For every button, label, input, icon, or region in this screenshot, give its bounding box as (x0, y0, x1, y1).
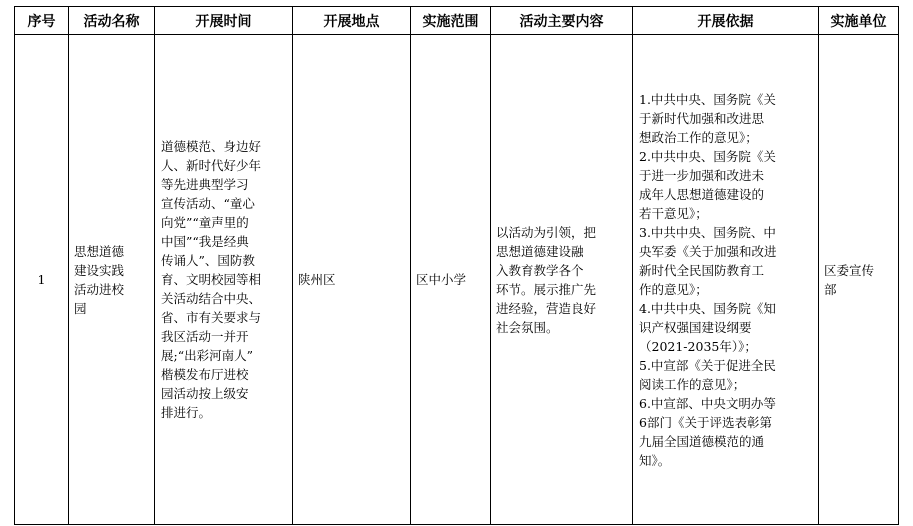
cell-line: 部 (824, 281, 837, 297)
cell-scope (411, 35, 491, 525)
cell-line: 央军委《关于加强和改进 (639, 243, 777, 259)
cell-line: 区中小学 (416, 272, 467, 287)
cell-line: 6部门《关于评选表彰第 (639, 414, 772, 430)
activity-table-frame (14, 6, 899, 525)
cell-line: 活动进校 (74, 281, 125, 297)
header-basis: 开展依据 (633, 7, 819, 35)
cell-line: 3.中共中央、国务院、中 (639, 224, 776, 240)
cell-line: 作的意见》； (639, 281, 708, 297)
cell-line: 入教育教学各个 (496, 262, 584, 278)
cell-serial: 1 (15, 35, 69, 525)
cell-line: 育、文明校园等相 (161, 272, 262, 287)
cell-line: 社会氛围。 (496, 319, 559, 335)
cell-basis (633, 35, 819, 525)
cell-line: 想政治工作的意见》； (639, 129, 758, 145)
cell-content (491, 35, 633, 525)
activity-table (14, 6, 899, 525)
cell-line: 道德模范、身边好 (161, 139, 262, 154)
header-scope: 实施范围 (411, 7, 491, 35)
table-row (15, 35, 899, 525)
cell-line: 陕州区 (298, 272, 336, 287)
cell-line: 4.中共中央、国务院《知 (639, 300, 776, 316)
header-place: 开展地点 (293, 7, 411, 35)
cell-line: 排进行。 (161, 405, 212, 420)
cell-line: 人、新时代好少年 (161, 158, 262, 173)
cell-line: 进经验，营造良好 (496, 300, 597, 316)
cell-line: 5.中宣部《关于促进全民 (639, 357, 776, 373)
cell-place (293, 35, 411, 525)
cell-line: 展;“出彩河南人” (161, 348, 253, 363)
cell-line: 楷模发布厅进校 (161, 367, 249, 382)
cell-time (155, 35, 293, 525)
cell-line: 1.中共中央、国务院《关 (639, 91, 776, 107)
cell-line: 省、市有关要求与 (161, 310, 262, 325)
cell-line: 九届全国道德模范的通 (639, 433, 765, 449)
cell-line: 传诵人”、国防教 (161, 253, 255, 268)
header-time: 开展时间 (155, 7, 293, 35)
cell-line: 于进一步加强和改进未 (639, 167, 765, 183)
cell-line: 思想道德 (74, 243, 125, 259)
cell-line: 阅读工作的意见》； (639, 376, 746, 392)
cell-line: 以活动为引领，把 (496, 224, 597, 240)
cell-line: 向党”“童声里的 (161, 215, 249, 230)
cell-line: 2.中共中央、国务院《关 (639, 148, 776, 164)
header-activity-name: 活动名称 (69, 7, 155, 35)
cell-line: 于新时代加强和改进思 (639, 110, 765, 126)
cell-line: 新时代全民国防教育工 (639, 262, 765, 278)
cell-line: 园 (74, 300, 87, 316)
cell-line: 宣传活动、“童心 (161, 196, 255, 211)
cell-line: 环节。展示推广先 (496, 281, 597, 297)
cell-line: 6.中宣部、中央文明办等 (639, 395, 776, 411)
header-unit: 实施单位 (819, 7, 899, 35)
cell-line: 中国”“我是经典 (161, 234, 249, 249)
header-serial: 序号 (15, 7, 69, 35)
cell-line: 区委宣传 (824, 262, 875, 278)
cell-line: 思想道德建设融 (496, 243, 584, 259)
cell-line: 建设实践 (74, 262, 125, 278)
header-content: 活动主要内容 (491, 7, 633, 35)
cell-line: 识产权强国建设纲要 (639, 319, 752, 335)
cell-line: 园活动按上级安 (161, 386, 249, 401)
header-row (15, 7, 899, 35)
cell-unit (819, 35, 899, 525)
cell-line: 等先进典型学习 (161, 177, 249, 192)
cell-line: 成年人思想道德建设的 (639, 186, 765, 202)
cell-line: 知》。 (639, 452, 671, 468)
cell-line: 若干意见》； (639, 205, 708, 221)
cell-line: 我区活动一并开 (161, 329, 249, 344)
cell-line: 关活动结合中央、 (161, 291, 262, 306)
cell-line: （2021-2035年）》； (639, 338, 757, 354)
cell-activity-name (69, 35, 155, 525)
